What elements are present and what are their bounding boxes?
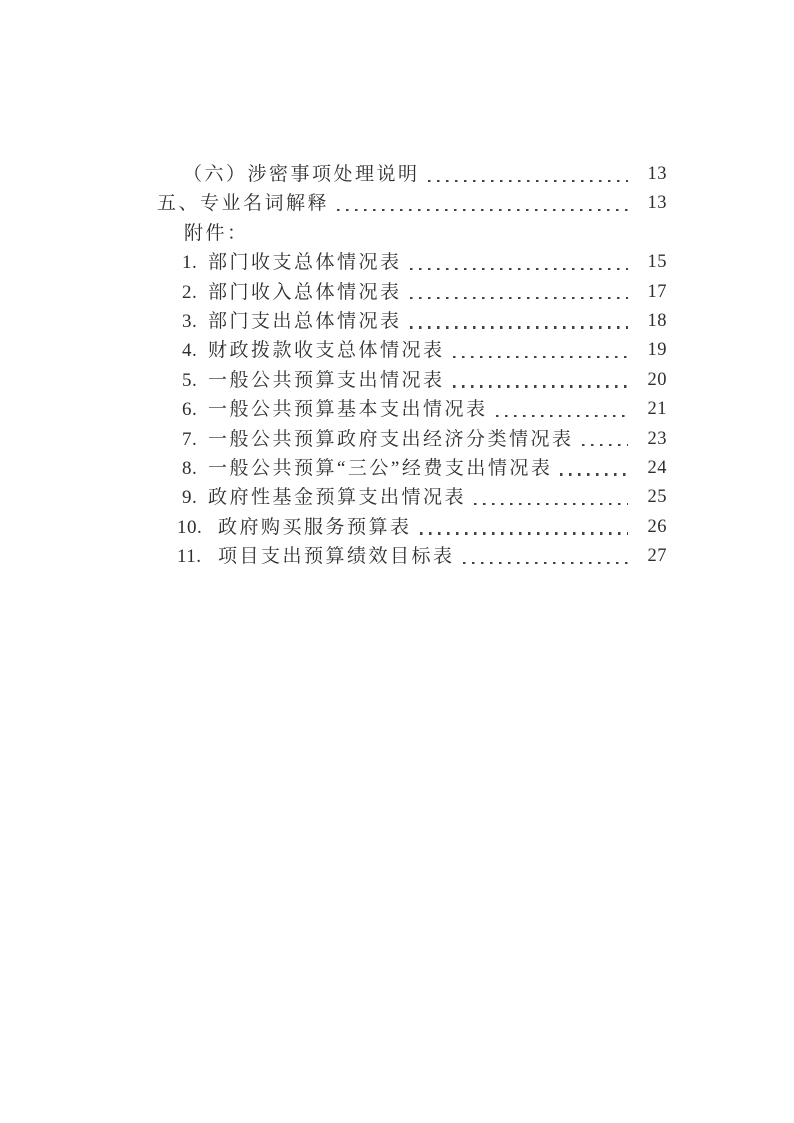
- toc-sub-entry[interactable]: [0, 160, 667, 189]
- toc-entry-page-number: 26: [647, 516, 667, 537]
- toc-item-row[interactable]: [0, 395, 667, 424]
- toc-item-row[interactable]: [0, 307, 667, 336]
- toc-item-number: 3.: [182, 310, 198, 332]
- toc-entry-page-number: 25: [647, 487, 667, 508]
- toc-entry-label: 财政拨款收支总体情况表: [208, 340, 445, 362]
- toc-item-row[interactable]: [0, 483, 667, 512]
- toc-item-row[interactable]: [0, 454, 667, 483]
- toc-item-row[interactable]: [0, 366, 667, 395]
- toc-item-row[interactable]: [0, 248, 667, 277]
- toc-item-number: 5.: [182, 369, 198, 391]
- toc-entry-label: 一般公共预算基本支出情况表: [208, 399, 488, 421]
- toc-item-row[interactable]: [0, 336, 667, 365]
- dot-leader: [428, 180, 628, 182]
- toc-entry-label: （六）涉密事项处理说明: [183, 164, 420, 185]
- toc-item-row[interactable]: [0, 513, 667, 542]
- toc-entry-page-number: 21: [647, 399, 667, 420]
- toc-entry-page-number: 13: [647, 193, 667, 214]
- toc-entry-page-number: 19: [647, 340, 667, 361]
- toc-item-number: 10.: [177, 516, 203, 538]
- toc-item-number: 4.: [182, 340, 198, 362]
- dot-leader: [453, 356, 628, 358]
- toc-entry-page-number: 17: [647, 281, 667, 302]
- dot-leader: [560, 473, 628, 475]
- toc-entry-label: 项目支出预算绩效目标表: [218, 546, 455, 568]
- toc-item-number: 8.: [182, 457, 198, 479]
- dot-leader: [337, 209, 628, 211]
- dot-leader: [463, 562, 628, 564]
- toc-item-number: 2.: [182, 281, 198, 303]
- toc-item-number: 6.: [182, 399, 198, 421]
- dot-leader: [582, 444, 628, 446]
- toc-entry-label: 部门支出总体情况表: [208, 310, 402, 332]
- toc-entry-label: 部门收入总体情况表: [208, 281, 402, 303]
- toc-entry-label: 部门收支总体情况表: [208, 252, 402, 274]
- dot-leader: [410, 268, 628, 270]
- toc-item-number: 11.: [177, 546, 202, 568]
- toc-entry-page-number: 24: [647, 457, 667, 478]
- dot-leader: [410, 326, 628, 328]
- toc-item-number: 7.: [182, 428, 198, 450]
- table-of-contents: [0, 160, 667, 571]
- toc-entry-label: 政府购买服务预算表: [218, 516, 412, 538]
- toc-item-number: 9.: [182, 487, 198, 509]
- dot-leader: [410, 297, 628, 299]
- toc-entry-label: 五、专业名词解释: [157, 193, 330, 215]
- toc-entry-page-number: 13: [647, 164, 667, 184]
- toc-entry-page-number: 18: [647, 310, 667, 331]
- toc-entry-label: 一般公共预算“三公”经费支出情况表: [208, 457, 553, 479]
- toc-entry-page-number: 20: [647, 369, 667, 390]
- toc-item-row[interactable]: [0, 425, 667, 454]
- toc-entry-label: 一般公共预算政府支出经济分类情况表: [208, 428, 574, 450]
- toc-section-entry[interactable]: [0, 189, 667, 218]
- dot-leader: [420, 532, 628, 534]
- dot-leader: [496, 415, 628, 417]
- toc-entry-label: 一般公共预算支出情况表: [208, 369, 445, 391]
- toc-entry-page-number: 23: [647, 428, 667, 449]
- toc-item-number: 1.: [182, 252, 198, 274]
- toc-entry-page-number: 15: [647, 252, 667, 273]
- attachments-heading-label: 附件：: [184, 222, 249, 244]
- dot-leader: [453, 385, 628, 387]
- toc-item-row[interactable]: [0, 542, 667, 571]
- attachments-heading: [0, 219, 667, 248]
- toc-item-row[interactable]: [0, 278, 667, 307]
- dot-leader: [474, 503, 628, 505]
- toc-entry-page-number: 27: [647, 546, 667, 567]
- toc-entry-label: 政府性基金预算支出情况表: [208, 487, 467, 509]
